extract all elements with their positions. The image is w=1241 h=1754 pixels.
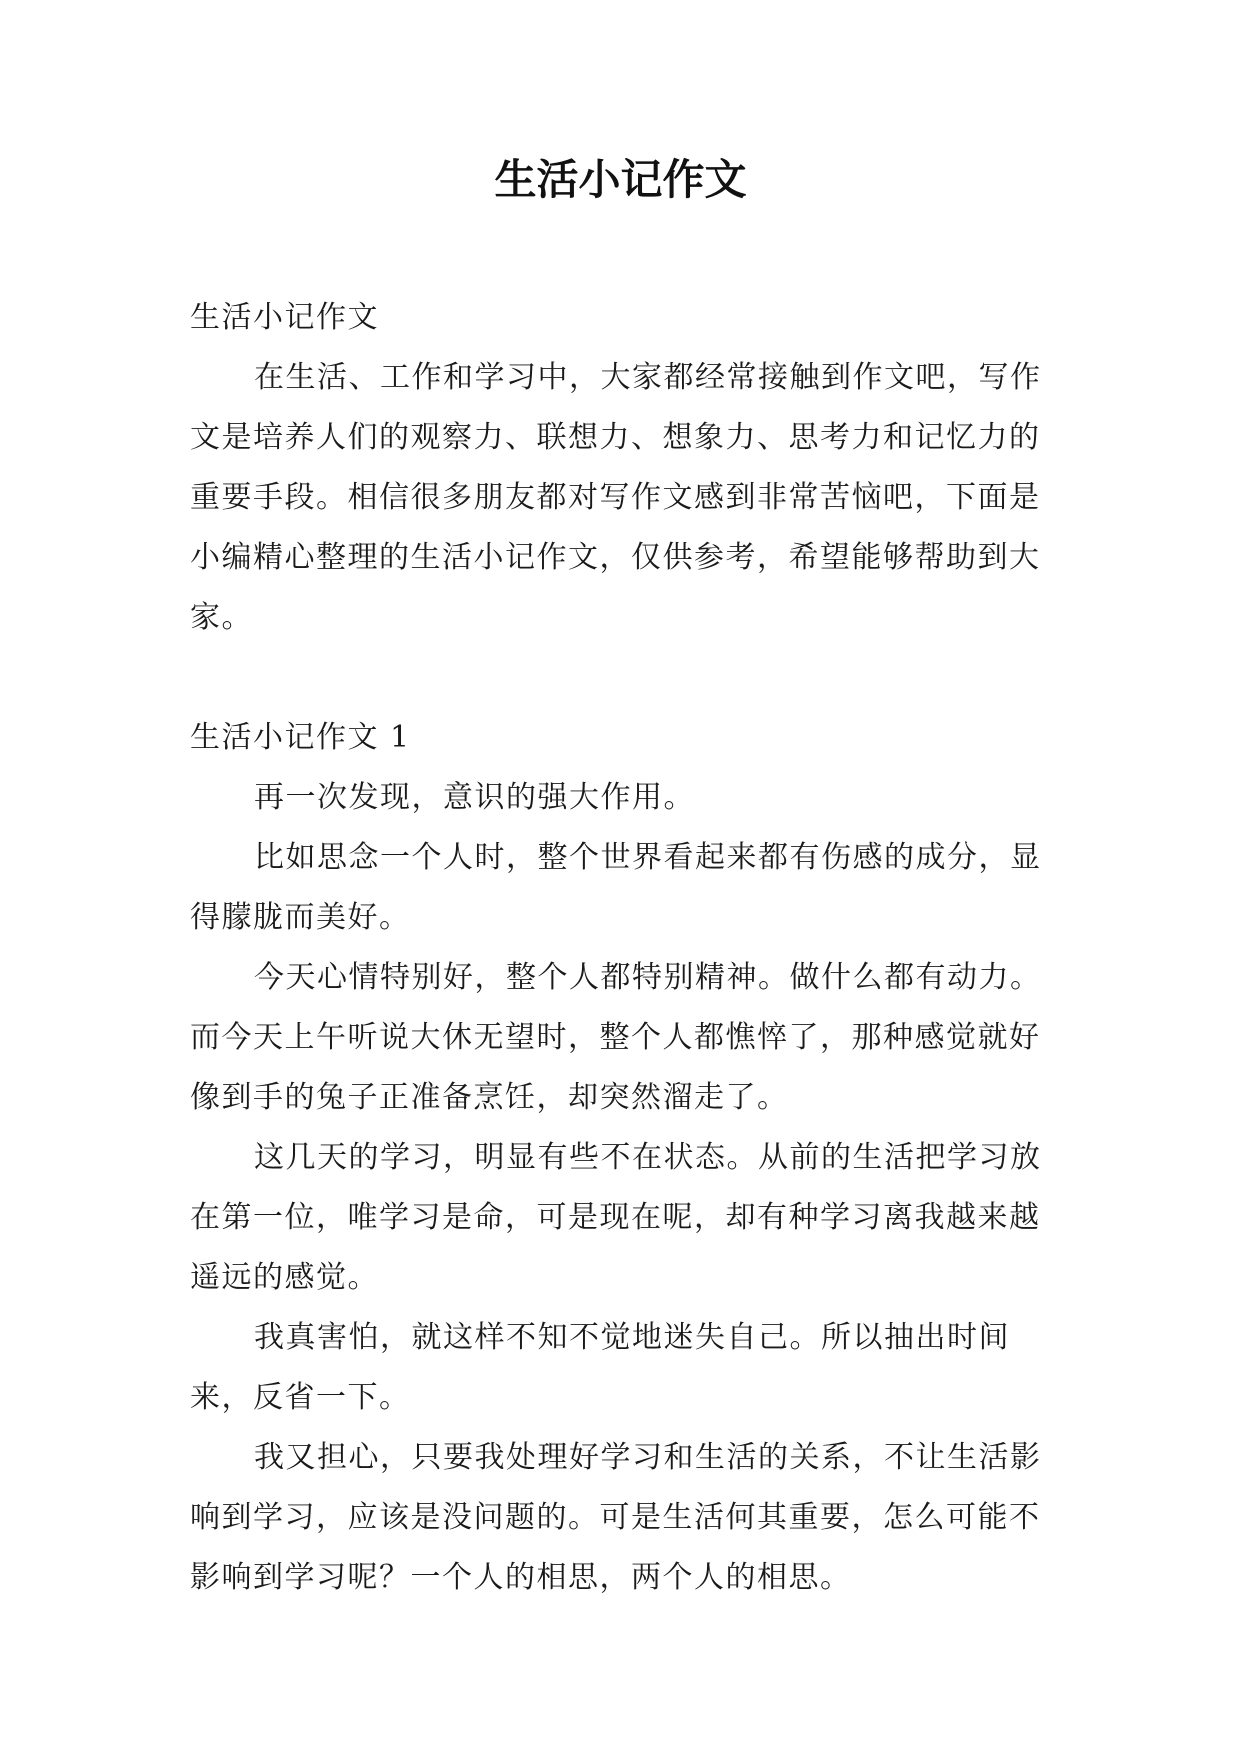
section-1-paragraph: 今天心情特别好，整个人都特别精神。做什么都有动力。而今天上午听说大休无望时，整个人都憔悴了，那种感觉就好像到手的兔子正准备烹饪，却突然溜走了。 [190,960,1042,1115]
section-1-paragraph: 比如思念一个人时，整个世界看起来都有伤感的成分，显得朦胧而美好。 [190,840,1042,935]
section-1-paragraph: 这几天的学习，明显有些不在状态。从前的生活把学习放在第一位，唯学习是命，可是现在呢，却有种学习离我越来越遥远的感觉。 [190,1140,1042,1295]
section-1-paragraph: 我真害怕，就这样不知不觉地迷失自己。所以抽出时间来，反省一下。 [190,1320,1010,1415]
section-1-heading: 生活小记作文 1 [190,720,411,755]
document-body [190,288,1060,1608]
intro-heading: 生活小记作文 [190,300,379,335]
intro-paragraph: 在生活、工作和学习中，大家都经常接触到作文吧，写作文是培养人们的观察力、联想力、想象力、思考力和记忆力的重要手段。相信很多朋友都对写作文感到非常苦恼吧，下面是小编精心整理的生活小记作文，仅供参考，希望能够帮助到大家。 [190,360,1042,635]
section-1-paragraph: 再一次发现，意识的强大作用。 [254,780,695,815]
document-title: 生活小记作文 [494,155,747,204]
section-1-paragraph: 我又担心，只要我处理好学习和生活的关系，不让生活影响到学习，应该是没问题的。可是生活何其重要，怎么可能不影响到学习呢？一个人的相思，两个人的相思。 [190,1440,1042,1595]
section-spacer [190,648,1060,708]
